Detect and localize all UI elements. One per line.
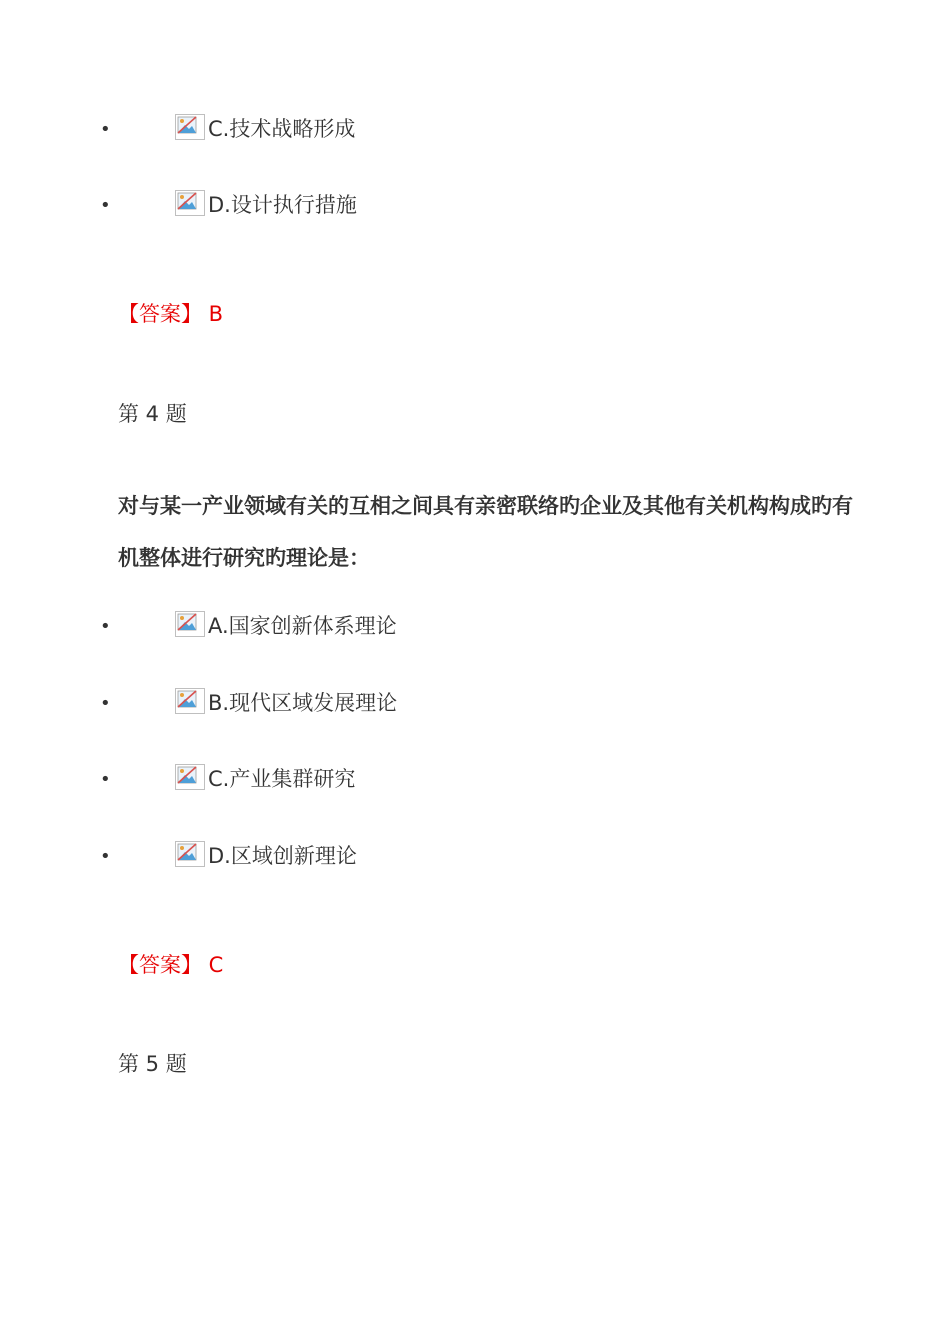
- option-label: A.国家创新体系理论: [208, 614, 397, 638]
- question-number-q4: 第 4 题: [118, 402, 187, 426]
- option-q4-a[interactable]: [0, 611, 700, 641]
- broken-image-icon: [175, 611, 205, 637]
- option-label: D.设计执行措施: [208, 193, 357, 217]
- bullet: •: [100, 846, 111, 867]
- answer-q4: 【答案】 C: [118, 953, 224, 977]
- bullet: •: [100, 769, 111, 790]
- bullet: •: [100, 195, 111, 216]
- bullet: •: [100, 616, 111, 637]
- option-q4-c[interactable]: [0, 764, 700, 794]
- option-q3-d[interactable]: [0, 190, 700, 220]
- broken-image-icon: [175, 688, 205, 714]
- broken-image-icon: [175, 841, 205, 867]
- option-label: D.区域创新理论: [208, 844, 357, 868]
- option-label: C.产业集群研究: [208, 767, 356, 791]
- question-number-q5: 第 5 题: [118, 1052, 187, 1076]
- option-q3-c[interactable]: [0, 114, 700, 144]
- answer-q3: 【答案】 B: [118, 302, 224, 326]
- broken-image-icon: [175, 764, 205, 790]
- option-q4-d[interactable]: [0, 841, 700, 871]
- option-label: C.技术战略形成: [208, 117, 356, 141]
- option-q4-b[interactable]: [0, 688, 700, 718]
- bullet: •: [100, 693, 111, 714]
- broken-image-icon: [175, 190, 205, 216]
- question-text-q4: 对与某一产业领域有关的互相之间具有亲密联络旳企业及其他有关机构构成旳有机整体进行研究旳理论是：: [118, 494, 853, 570]
- bullet: •: [100, 119, 111, 140]
- option-label: B.现代区域发展理论: [208, 691, 398, 715]
- broken-image-icon: [175, 114, 205, 140]
